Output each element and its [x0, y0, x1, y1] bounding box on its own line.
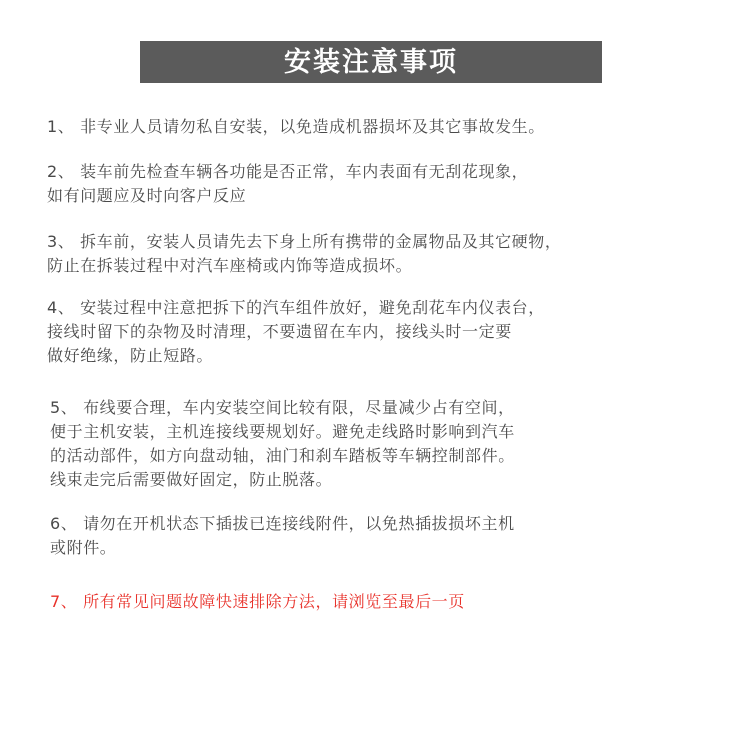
notice-item-1-line-1: 1、 非专业人员请勿私自安装，以免造成机器损坏及其它事故发生。 — [47, 117, 545, 136]
notice-item-4-line-3: 做好绝缘，防止短路。 — [47, 346, 214, 365]
notice-item-7-line-1: 7、 所有常见问题故障快速排除方法，请浏览至最后一页 — [50, 592, 465, 611]
notice-item-2-line-2: 如有问题应及时向客户反应 — [47, 186, 247, 205]
notice-item-5-line-1: 5、 布线要合理，车内安装空间比较有限，尽量减少占有空间， — [50, 398, 515, 417]
notice-item-6-line-1: 6、 请勿在开机状态下插拔已连接线附件，以免热插拔损坏主机 — [50, 514, 515, 533]
notice-item-6-line-2: 或附件。 — [50, 538, 117, 557]
notice-item-6 — [50, 512, 515, 560]
notice-item-3 — [47, 230, 561, 278]
notice-item-5-line-3: 的活动部件，如方向盘动轴，油门和刹车踏板等车辆控制部件。 — [50, 446, 515, 465]
notice-item-4-line-1: 4、 安装过程中注意把拆下的汽车组件放好，避免刮花车内仪表台， — [47, 298, 545, 317]
notice-item-3-line-1: 3、 拆车前，安装人员请先去下身上所有携带的金属物品及其它硬物， — [47, 232, 562, 251]
notice-item-3-line-2: 防止在拆装过程中对汽车座椅或内饰等造成损坏。 — [47, 256, 413, 275]
page-title: 安装注意事项 — [284, 46, 458, 78]
notice-item-5-line-2: 便于主机安装，主机连接线要规划好。避免走线路时影响到汽车 — [50, 422, 515, 441]
notice-item-5 — [50, 396, 515, 492]
notice-item-1 — [47, 115, 545, 139]
notice-item-7 — [50, 590, 465, 614]
title-bar — [140, 41, 602, 83]
notice-item-5-line-4: 线束走完后需要做好固定，防止脱落。 — [50, 470, 333, 489]
notice-item-4-line-2: 接线时留下的杂物及时清理，不要遗留在车内，接线头时一定要 — [47, 322, 512, 341]
notice-item-4 — [47, 296, 545, 368]
notice-item-2-line-1: 2、 装车前先检查车辆各功能是否正常，车内表面有无刮花现象， — [47, 162, 529, 181]
notice-item-2 — [47, 160, 528, 208]
